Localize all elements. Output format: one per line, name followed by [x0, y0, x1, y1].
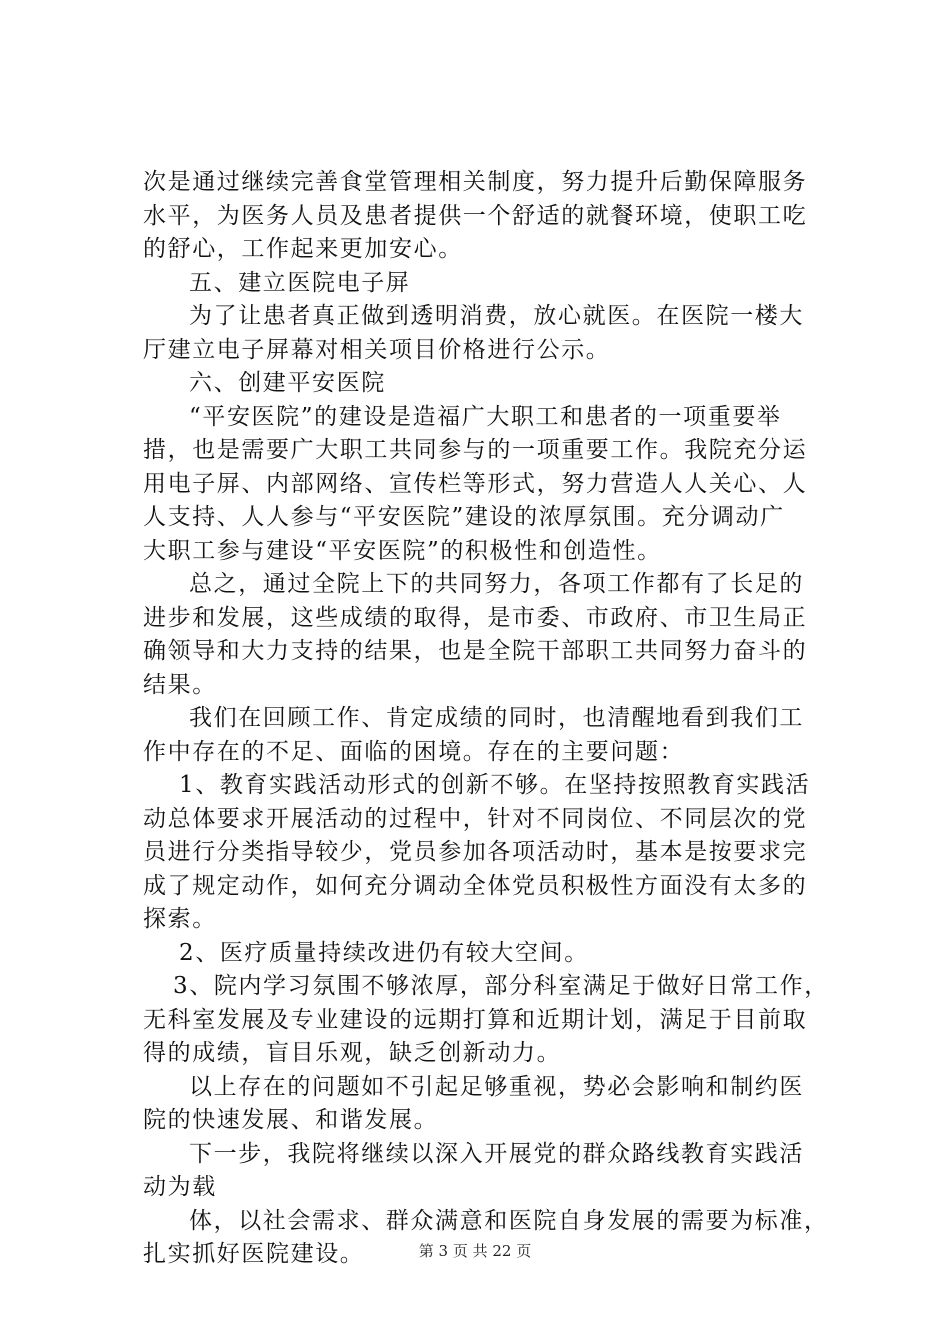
text-line: 院的快速发展、和谐发展。: [143, 1107, 439, 1133]
text-line: 次是通过继续完善食堂管理相关制度，努力提升后勤保障服务: [143, 169, 808, 195]
text-line: 得的成绩，盲目乐观，缺乏创新动力。: [143, 1040, 562, 1066]
text-line: 为了让患者真正做到透明消费，放心就医。在医院一楼大: [189, 303, 804, 329]
text-line: 以上存在的问题如不引起足够重视，势必会影响和制约医: [189, 1073, 804, 1100]
text-line: “平安医院”的建设是造福广大职工和患者的一项重要举: [189, 403, 782, 430]
problem-item-1: 1、教育实践活动形式的创新不够。在坚持按照教育实践活: [179, 772, 811, 798]
text-line: 成了规定动作，如何充分调动全体党员积极性方面没有太多的: [143, 872, 808, 899]
section-heading-6: 六、创建平安医院: [189, 370, 386, 396]
text-line: 无科室发展及专业建设的远期打算和近期计划，满足于目前取: [143, 1006, 808, 1033]
text-line: 人支持、人人参与“平安医院”建设的浓厚氛围。充分调动广: [143, 504, 785, 530]
problem-item-3: 3、院内学习氛围不够浓厚，部分科室满足于做好日常工作，: [173, 973, 829, 999]
text-line: 动总体要求开展活动的过程中，针对不同岗位、不同层次的党: [143, 805, 808, 832]
text-line: 动为载: [143, 1174, 217, 1200]
text-line: 下一步，我院将继续以深入开展党的群众路线教育实践活: [189, 1140, 804, 1167]
text-line: 确领导和大力支持的结果，也是全院干部职工共同努力奋斗的: [143, 638, 808, 664]
section-heading-5: 五、建立医院电子屏: [189, 269, 411, 296]
text-line: 大职工参与建设“平安医院”的积极性和创造性。: [143, 537, 662, 564]
document-body: [143, 166, 843, 1272]
text-line: 进步和发展，这些成绩的取得，是市委、市政府、市卫生局正: [143, 604, 808, 631]
problem-item-2: 2、医疗质量持续改进仍有较大空间。: [179, 939, 589, 966]
text-line: 总之，通过全院上下的共同努力，各项工作都有了长足的: [189, 571, 804, 597]
text-line: 探索。: [143, 906, 217, 932]
text-line: 我们在回顾工作、肯定成绩的同时，也清醒地看到我们工: [189, 705, 804, 731]
text-line: 的舒心，工作起来更加安心。: [143, 236, 463, 262]
text-line: 用电子屏、内部网络、宣传栏等形式，努力营造人人关心、人: [143, 470, 808, 497]
text-line: 作中存在的不足、面临的困境。存在的主要问题：: [143, 738, 685, 765]
page-footer: 第 3 页 共 22 页: [418, 1242, 532, 1260]
text-line: 水平，为医务人员及患者提供一个舒适的就餐环境，使职工吃: [143, 202, 808, 229]
text-line: 厅建立电子屏幕对相关项目价格进行公示。: [143, 336, 611, 363]
text-line: 员进行分类指导较少，党员参加各项活动时，基本是按要求完: [143, 839, 808, 865]
text-line: 体，以社会需求、群众满意和医院自身发展的需要为标准，: [189, 1207, 829, 1234]
text-line: 措，也是需要广大职工共同参与的一项重要工作。我院充分运: [143, 437, 808, 463]
text-line: 扎实抓好医院建设。: [143, 1241, 365, 1267]
text-line: 结果。: [143, 671, 217, 698]
